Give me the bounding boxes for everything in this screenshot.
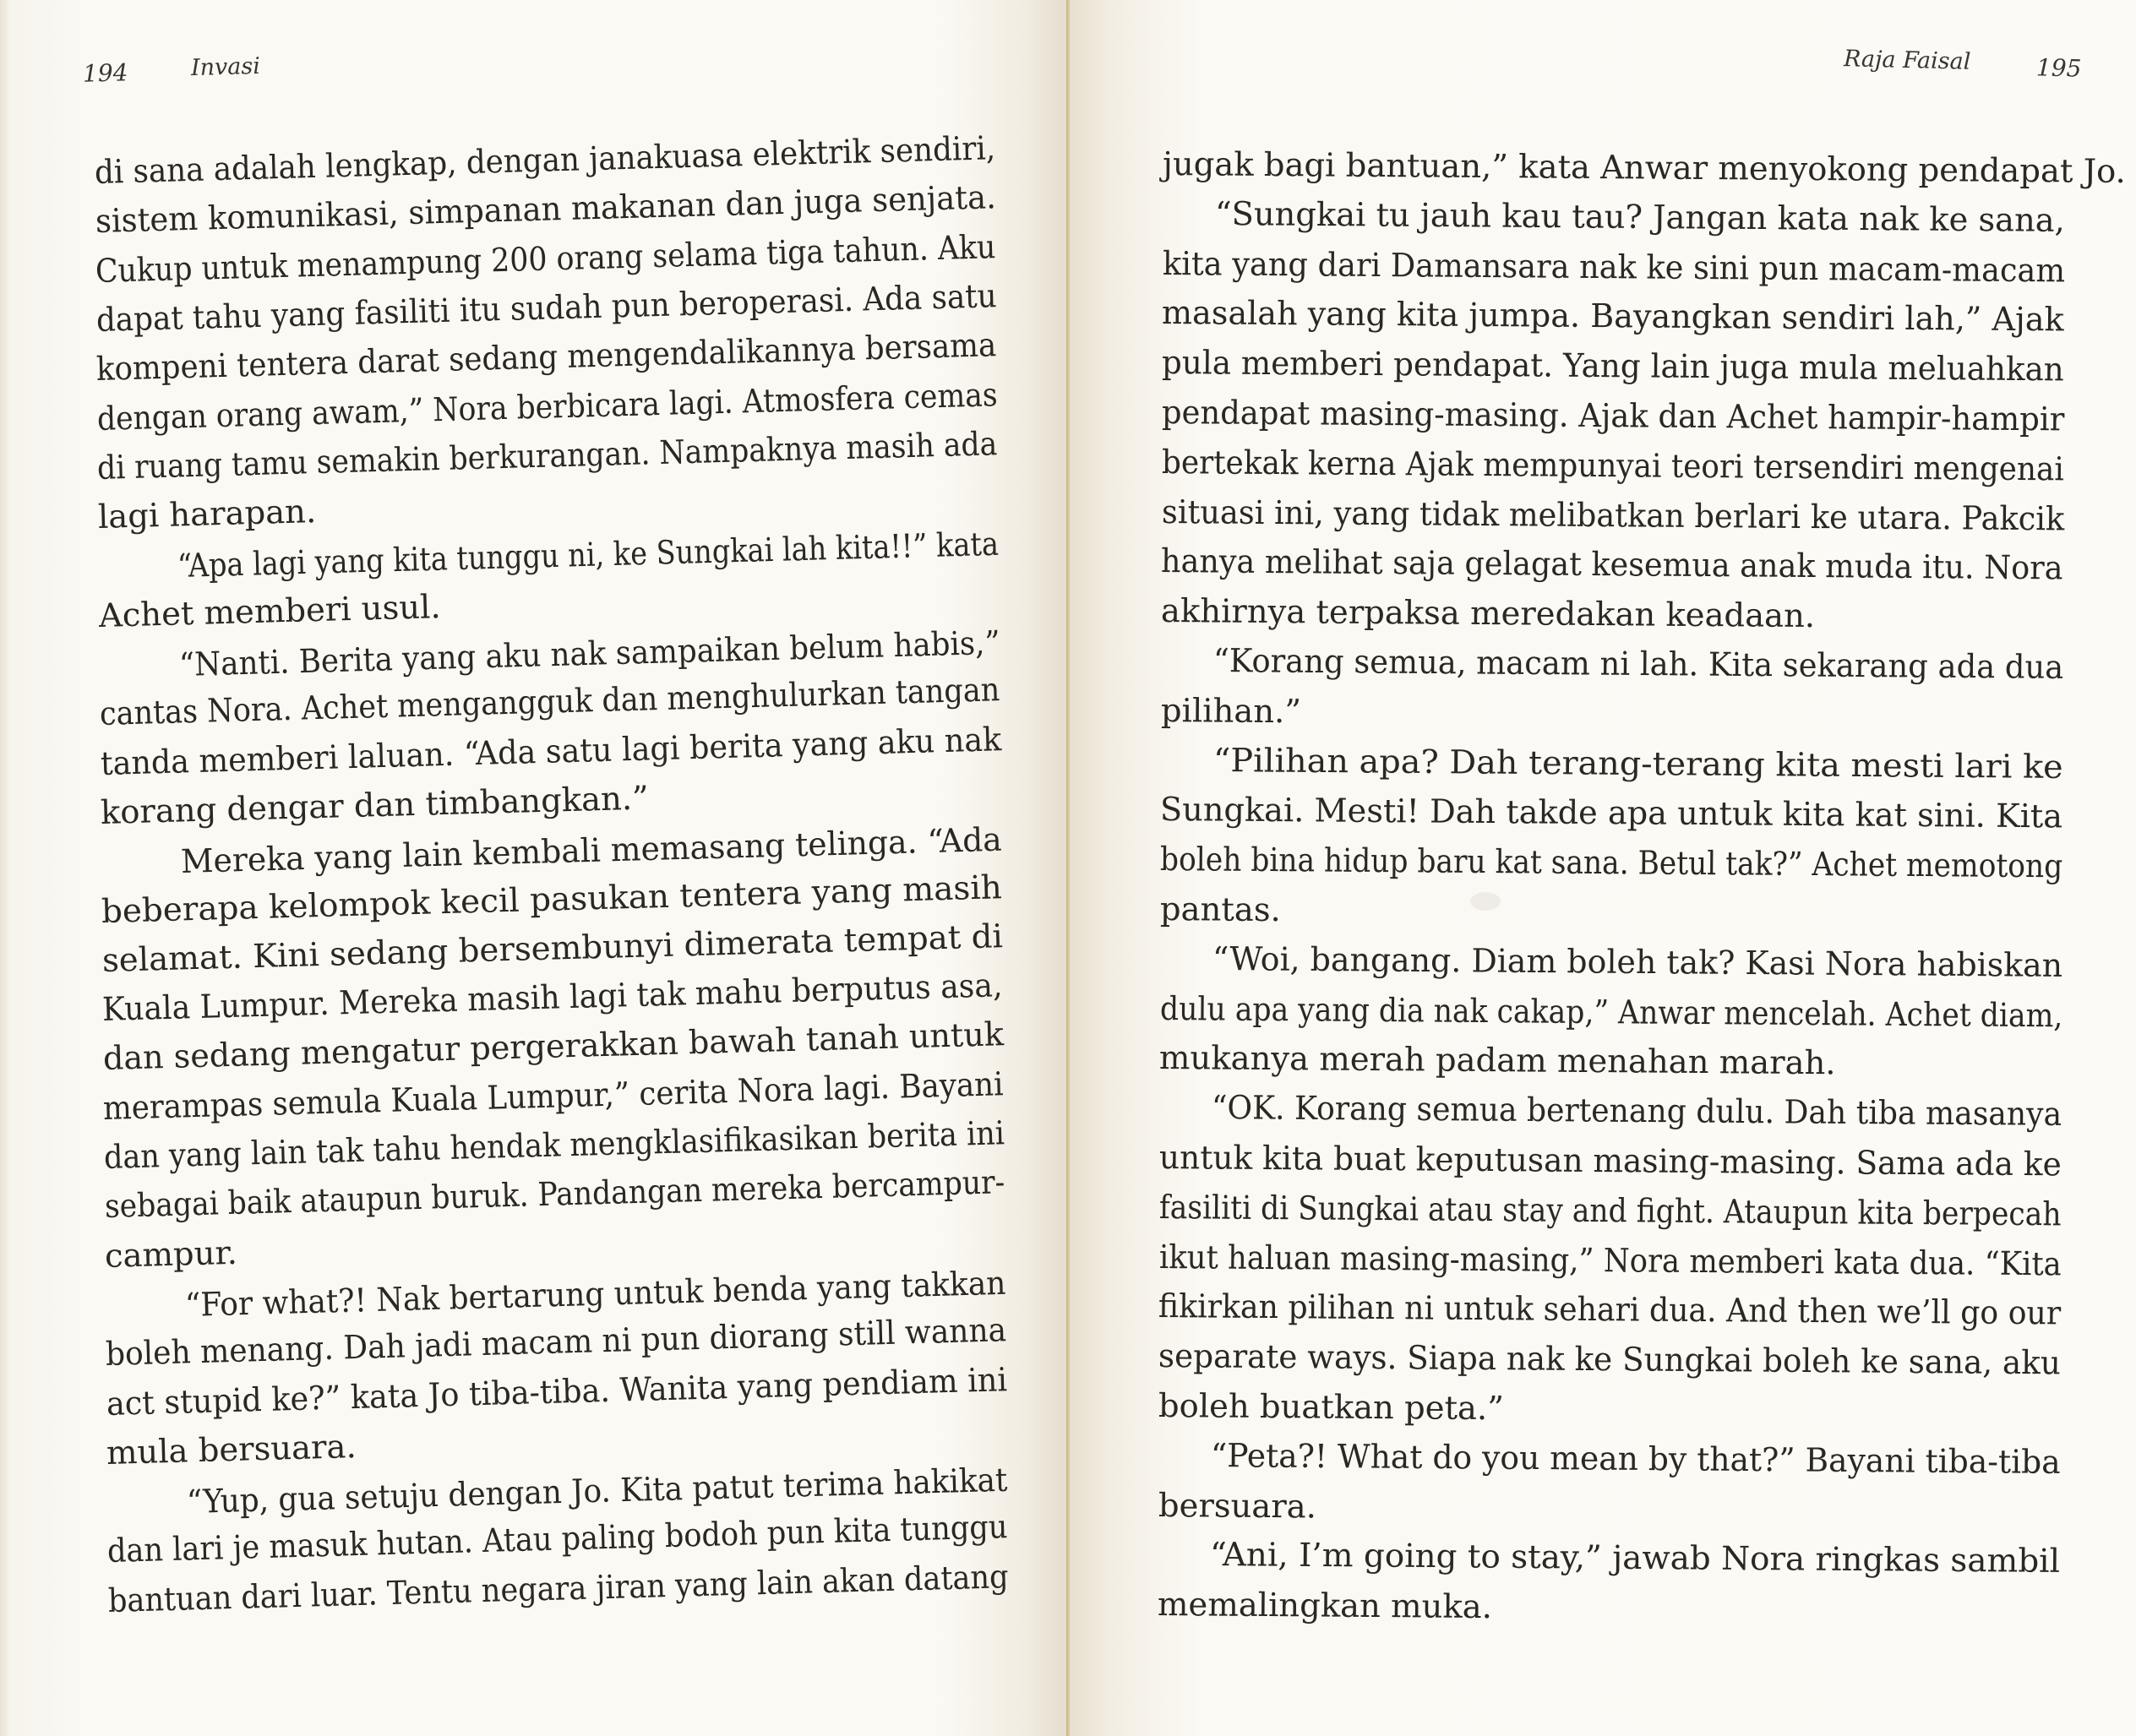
- text-line: boleh menang. Dah jadi macam ni pun diorang still wanna: [105, 1311, 1007, 1374]
- text-line: boleh buatkan peta.”: [1158, 1387, 1505, 1429]
- text-line: pendapat masing-masing. Ajak dan Achet hampir-hampir: [1161, 394, 2065, 439]
- text-line: pantas.: [1159, 890, 1282, 930]
- text-line: dan lari je masuk hutan. Atau paling bodoh pun kita tunggu: [106, 1508, 1009, 1571]
- text-line: di sana adalah lengkap, dengan janakuasa elektrik sendiri,: [94, 129, 996, 192]
- running-head-right: Raja Faisal: [1843, 46, 1971, 75]
- text-line: Achet memberi usul.: [98, 587, 442, 635]
- text-line: bertekak kerna Ajak mempunyai teori tersendiri mengenai: [1161, 443, 2064, 489]
- text-line: “Nanti. Berita yang aku nak sampaikan belum habis,”: [177, 623, 1000, 684]
- text-line: “Apa lagi yang kita tunggu ni, ke Sungkai lah kita!!” kata: [177, 525, 1000, 586]
- page-edge: [0, 0, 10, 1736]
- text-line: Sungkai. Mesti! Dah takde apa untuk kita kat sini. Kita: [1160, 791, 2063, 836]
- text-line: jugak bagi bantuan,” kata Anwar menyokong pendapat Jo.: [1162, 145, 2127, 191]
- text-line: separate ways. Siapa nak ke Sungkai boleh ke sana, aku: [1158, 1337, 2062, 1383]
- text-line: bantuan dari luar. Tentu negara jiran yang lain akan datang: [107, 1557, 1010, 1620]
- running-head-left: Invasi: [190, 52, 261, 82]
- text-line: “Woi, bangang. Diam boleh tak? Kasi Nora habiskan: [1212, 939, 2063, 985]
- text-line: hanya melihat saja gelagat kesemua anak muda itu. Nora: [1161, 542, 2064, 588]
- text-line: Cukup untuk menampung 200 orang selama tiga tahun. Aku: [95, 227, 997, 291]
- text-line: dengan orang awam,” Nora berbicara lagi. Atmosfera cemas: [96, 375, 998, 438]
- text-line: sebagai baik ataupun buruk. Pandangan mereka bercampur-: [103, 1163, 1005, 1227]
- text-line: mukanya merah padam menahan marah.: [1159, 1039, 1837, 1083]
- right-page: [1070, 0, 2136, 1736]
- text-line: “OK. Korang semua bertenang dulu. Dah tiba masanya: [1212, 1089, 2062, 1135]
- text-line: korang dengar dan timbangkan.”: [100, 779, 650, 832]
- text-line: bersuara.: [1158, 1486, 1316, 1526]
- text-line: dulu apa yang dia nak cakap,” Anwar mencelah. Achet diam,: [1159, 989, 2063, 1035]
- text-line: tanda memberi laluan. “Ada satu lagi berita yang aku nak: [99, 720, 1002, 783]
- text-line: cantas Nora. Achet mengangguk dan menghulurkan tangan: [99, 671, 1000, 734]
- text-line: ikut haluan masing-masing,” Nora memberi kata dua. “Kita: [1158, 1238, 2062, 1283]
- text-line: “Ani, I’m going to stay,” jawab Nora ringkas sambil: [1210, 1536, 2061, 1581]
- text-line: di ruang tamu semakin berkurangan. Nampaknya masih ada: [96, 424, 999, 487]
- text-line: dan yang lain tak tahu hendak mengklasifikasikan berita ini: [103, 1114, 1005, 1177]
- text-line: “Sungkai tu jauh kau tau? Jangan kata nak ke sana,: [1214, 194, 2065, 240]
- page-number-left: 194: [82, 58, 128, 88]
- paper-speck: [1470, 892, 1501, 911]
- text-line: dapat tahu yang fasiliti itu sudah pun beroperasi. Ada satu: [95, 277, 997, 340]
- text-line: selamat. Kini sedang bersembunyi dimerata tempat di: [101, 917, 1004, 980]
- text-line: dan sedang mengatur pergerakkan bawah tanah untuk: [102, 1015, 1005, 1079]
- text-line: act stupid ke?” kata Jo tiba-tiba. Wanita yang pendiam ini: [106, 1360, 1008, 1423]
- text-line: fikirkan pilihan ni untuk sehari dua. And then we’ll go our: [1158, 1287, 2062, 1333]
- text-line: “Korang semua, macam ni lah. Kita sekarang ada dua: [1212, 642, 2064, 687]
- page-number-right: 195: [2035, 53, 2082, 83]
- text-line: memalingkan muka.: [1158, 1586, 1493, 1627]
- text-line: pilihan.”: [1160, 691, 1302, 732]
- text-line: untuk kita buat keputusan masing-masing. Sama ada ke: [1158, 1139, 2062, 1184]
- text-line: “Peta?! What do you mean by that?” Bayani tiba-tiba: [1210, 1436, 2061, 1482]
- text-line: pula memberi pendapat. Yang lain juga mula meluahkan: [1162, 344, 2065, 389]
- text-line: boleh bina hidup baru kat sana. Betul tak?” Achet memotong: [1160, 841, 2063, 886]
- text-line: sistem komunikasi, simpanan makanan dan juga senjata.: [94, 178, 996, 242]
- text-line: Kuala Lumpur. Mereka masih lagi tak mahu berputus asa,: [101, 966, 1004, 1030]
- text-line: “Yup, gua setuju dengan Jo. Kita patut terima hakikat: [186, 1461, 1008, 1522]
- text-line: mula bersuara.: [106, 1427, 357, 1472]
- text-line: merampas semula Kuala Lumpur,” cerita Nora lagi. Bayani: [102, 1064, 1005, 1128]
- text-line: masalah yang kita jumpa. Bayangkan sendiri lah,” Ajak: [1162, 294, 2065, 340]
- text-line: akhirnya terpaksa meredakan keadaan.: [1161, 592, 1816, 636]
- text-line: campur.: [104, 1233, 238, 1276]
- text-line: “For what?! Nak bertarung untuk benda yang takkan: [184, 1264, 1006, 1325]
- text-line: lagi harapan.: [97, 493, 317, 537]
- text-line: kompeni tentera darat sedang mengendalikannya bersama: [95, 326, 997, 389]
- text-line: kita yang dari Damansara nak ke sini pun macam-macam: [1162, 244, 2065, 290]
- text-line: beberapa kelompok kecil pasukan tentera yang masih: [101, 868, 1003, 931]
- text-line: Mereka yang lain kembali memasang telinga. “Ada: [180, 820, 1002, 882]
- text-line: “Pilihan apa? Dah terang-terang kita mesti lari ke: [1212, 741, 2063, 786]
- text-line: fasiliti di Sungkai atau stay and fight. Ataupun kita berpecah: [1158, 1188, 2062, 1234]
- text-line: situasi ini, yang tidak melibatkan berlari ke utara. Pakcik: [1161, 493, 2065, 538]
